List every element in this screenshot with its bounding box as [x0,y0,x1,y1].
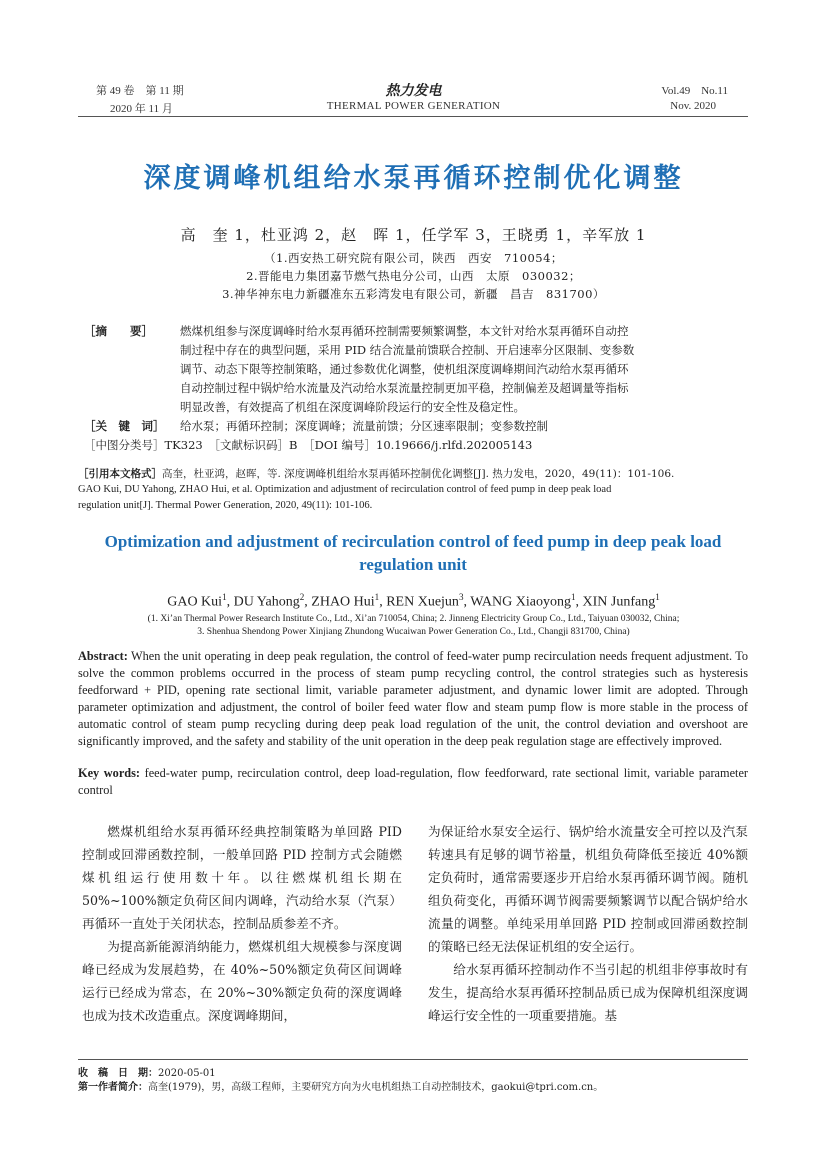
citation-en-2: regulation unit[J]. Thermal Power Generation, 2020, 49(11): 101-106. [78,500,373,511]
author-en: DU Yahong [233,594,300,610]
citation-en-1: GAO Kui, DU Yahong, ZHAO Hui, et al. Optimization and adjustment of recirculation control of feed pump in deep peak load [78,484,612,495]
received-value: 2020-05-01 [158,1068,216,1079]
author-sup: 3 [458,592,464,602]
author-bio-text: 高奎(1979)，男，高级工程师，主要研究方向为火电机组热工自动控制技术，gaokui@tpri.com.cn。 [148,1082,604,1093]
abstract-cn [84,322,748,455]
affiliation-cn-3: 3.神华神东电力新疆准东五彩湾发电有限公司，新疆 昌吉 831700） [222,287,605,301]
author-sup: 1 [374,592,380,602]
keywords-en [78,765,748,799]
body-column-left [82,820,402,1027]
authors-cn-text: 高 奎 1，杜亚鸿 2，赵 晖 1，任学军 3，王晓勇 1，辛军放 1 [180,226,647,244]
abstract-cn-line: 调节、动态下限等控制策略，通过参数优化调整，使机组深度调峰期间汽动给水泵再循环 [180,362,629,376]
affiliation-cn-1: （1.西安热工研究院有限公司，陕西 西安 710054； [264,251,563,265]
footnote-rule [78,1059,748,1060]
affiliation-en-2: 3. Shenhua Shendong Power Xinjiang Zhundong Wucaiwan Power Generation Co., Ltd., Changji 831700, China) [197,627,630,637]
citation-label: ［引用本文格式］ [78,468,162,480]
author-sup: 1 [655,592,660,602]
paragraph: 给水泵再循环控制动作不当引起的机组非停事故时有发生，提高给水泵再循环控制品质已成为保障机组深度调峰运行安全性的一项重要措施。基 [428,962,748,1023]
author-en: WANG Xiaoyong [470,594,571,610]
vol-no-en: Vol.49 No.11 [661,85,728,97]
author-sup: 2 [299,592,305,602]
first-author-bio [78,1078,748,1093]
journal-name-en: THERMAL POWER GENERATION [326,100,501,112]
abstract-cn-line: 燃煤机组参与深度调峰时给水泵再循环控制需要频繁调整，本文针对给水泵再循环自动控 [180,324,629,338]
abstract-en [78,648,748,750]
header-rule [78,116,748,117]
paragraph: 燃煤机组给水泵再循环经典控制策略为单回路 PID 控制或回滞函数控制，一般单回路 PID 控制方式会随燃煤机组运行使用数十年。以往燃煤机组长期在 50%~100%额定负荷区间内调峰，汽动给水泵（汽泵）再循环一直处于关闭状态，控制品质参差不齐。 [82,824,402,931]
author-sup: 1 [222,592,227,602]
issue-date: 2020 年 11 月 [110,103,173,115]
author-en: REN Xuejun [386,594,459,610]
citation-cn: 高奎，杜亚鸿，赵晖，等. 深度调峰机组给水泵再循环控制优化调整[J]. 热力发电，2020，49(11)：101-106. [162,468,675,480]
title-cn: 深度调峰机组给水泵再循环控制优化调整 [143,163,684,194]
author-en: ZHAO Hui [311,594,375,610]
authors-cn [0,224,827,245]
keywords-cn-label: ［关 键 词］ [84,419,165,433]
abstract-cn-line: 制过程中存在的典型问题，采用 PID 结合流量前馈联合控制、开启速率分区限制、变参数 [180,343,635,357]
body-column-right [428,820,748,1027]
keywords-en-text: feed-water pump, recirculation control, deep load-regulation, flow feedforward, rate sectional limit, variable parameter control [78,766,748,797]
citation [78,466,758,514]
paragraph: 为提高新能源消纳能力，燃煤机组大规模参与深度调峰已经成为发展趋势，在 40%~50%额定负荷区间调峰运行已经成为常态，在 20%~30%额定负荷的深度调峰也成为技术改造重点。深度调峰期间， [82,939,402,1023]
author-bio-label: 第一作者简介： [78,1082,148,1093]
authors-en: GAO Kui$^1$, DU Yahong$^2$, ZHAO Hui$^1$, REN Xuejun$^3$, WANG Xiaoyong$^1$, XIN Junfang$^1$ [167,592,660,610]
abstract-en-text: When the unit operating in deep peak regulation, the control of feed-water pump recirculation needs frequent adjustment. To solve the common problems occurred in the process of steam pump recycling control, the control strategies such as hysteresis feedforward + PID, opening rate sectional limit, variable parameter adjustment, and dynamic lower limit are adopted. Through parameter optimization and adjustment, the control of boiler feed water flow and steam pump flow is more stable in the process of automatic control of steam pump recycling during deep peak load regulation of the unit, the control deviation and overshoot are significantly improved, and the safety and stability of the unit operation in the deep peak regulation stage are effectively improved. [78,649,748,748]
author-en: GAO Kui [167,594,223,610]
volume-issue: 第 49 卷 第 11 期 [96,85,184,97]
title-en: Optimization and adjustment of recirculation control of feed pump in deep peak load regulation unit [104,532,722,574]
author-en: XIN Junfang [582,594,656,610]
issue-date-en: Nov. 2020 [670,100,716,112]
paragraph: 为保证给水泵安全运行、锅炉给水流量安全可控以及汽泵转速具有足够的调节裕量，机组负荷降低至接近 40%额定负荷时，通常需要逐步开启给水泵再循环调节阀。随机组负荷变化，再循环调节阀需要频繁调节以配合锅炉给水流量的调整。单纯采用单回路 PID 控制或回滞函数控制的策略已经无法保证机组的安全运行。 [428,824,748,954]
keywords-cn-text: 给水泵；再循环控制；深度调峰；流量前馈；分区速率限制；变参数控制 [180,419,548,433]
affiliation-cn-2: 2.晋能电力集团嘉节燃气热电分公司，山西 太原 030032； [246,269,581,283]
affiliation-en-1: (1. Xi’an Thermal Power Research Institute Co., Ltd., Xi’an 710054, China; 2. Jinneng Electricity Group Co., Ltd., Taiyuan 030032, China; [147,614,680,624]
received-label: 收 稿 日 期： [78,1068,158,1079]
abstract-cn-line: 明显改善，有效提高了机组在深度调峰阶段运行的安全性及稳定性。 [180,400,525,414]
abstract-cn-label: ［摘 要］ [84,324,153,338]
received-date [78,1064,748,1079]
classification-line: ［中图分类号］TK323 ［文献标识码］B ［DOI 编号］10.19666/j.rlfd.202005143 [84,438,533,452]
journal-name-cn: 热力发电 [385,83,442,99]
keywords-en-label: Key words: [78,766,140,780]
author-sup: 1 [570,592,576,602]
abstract-en-label: Abstract: [78,649,128,663]
abstract-cn-line: 自动控制过程中锅炉给水流量及汽动给水泵流量控制更加平稳，控制偏差及超调量等指标 [180,381,629,395]
